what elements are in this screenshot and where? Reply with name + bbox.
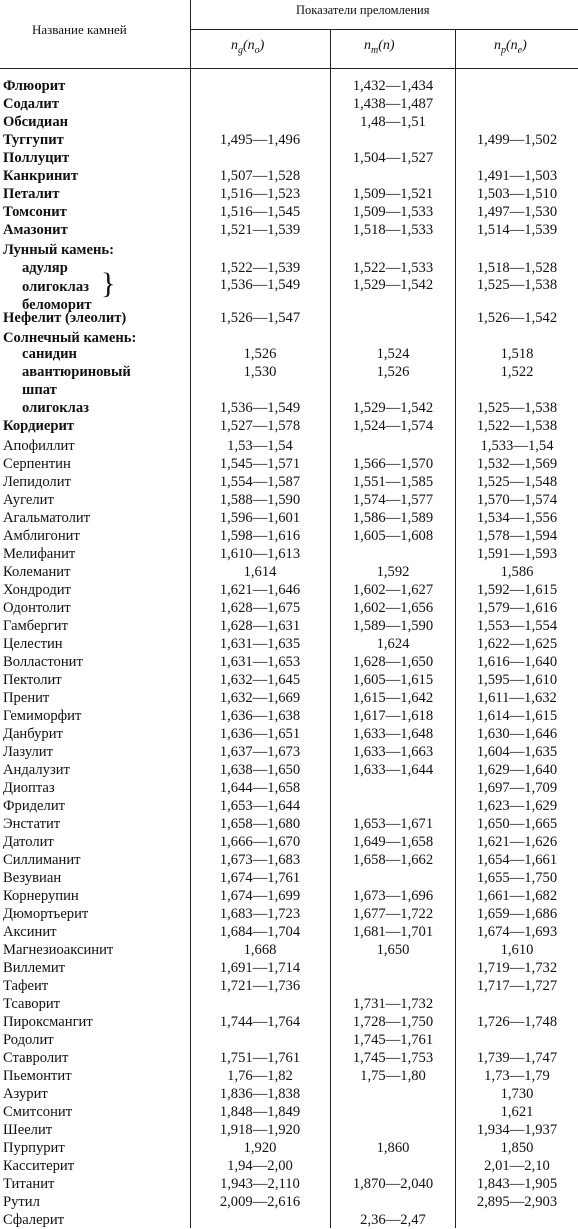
cell-np: 1,621—1,626 xyxy=(476,834,558,850)
cell-ng: 1,636—1,651 xyxy=(219,726,301,742)
cell-nm: 1,650 xyxy=(376,942,410,958)
table-row xyxy=(0,113,578,131)
cell-nm: 1,574—1,577 xyxy=(352,492,434,508)
stone-name: Колеманит xyxy=(3,564,71,580)
cell-ng: 1,94—2,00 xyxy=(227,1158,293,1174)
table-row xyxy=(0,599,578,617)
cell-ng: 1,683—1,723 xyxy=(219,906,301,922)
table-row xyxy=(0,203,578,221)
table-row xyxy=(0,1175,578,1193)
cell-ng: 1,621—1,646 xyxy=(219,582,301,598)
cell-ng: 1,673—1,683 xyxy=(219,852,301,868)
cell-np: 1,726—1,748 xyxy=(476,1014,558,1030)
cell-np: 1,654—1,661 xyxy=(476,852,558,868)
header-group-rule xyxy=(190,29,578,30)
table-row xyxy=(0,1157,578,1175)
cell-ng: 1,636—1,638 xyxy=(219,708,301,724)
cell-ng: 1,76—1,82 xyxy=(227,1068,293,1084)
cell-nm: 1,745—1,753 xyxy=(352,1050,434,1066)
cell-nm: 1,624 xyxy=(376,636,410,652)
stone-name: Агальматолит xyxy=(3,510,91,526)
stone-name: Амблигонит xyxy=(3,528,80,544)
table-row xyxy=(0,1085,578,1103)
cell-ng: 1,598—1,616 xyxy=(219,528,301,544)
cell-ng: 1,632—1,669 xyxy=(219,690,301,706)
cell-ng: 1,628—1,631 xyxy=(219,618,301,634)
cell-nm: 1,438—1,487 xyxy=(352,96,434,112)
cell-nm: 1,745—1,761 xyxy=(352,1032,434,1048)
table-row xyxy=(0,797,578,815)
stone-name: Пурпурит xyxy=(3,1140,65,1156)
cell-ng: 1,638—1,650 xyxy=(219,762,301,778)
stone-name: Лунный камень: xyxy=(3,242,114,258)
stone-name: Рутил xyxy=(3,1194,40,1210)
cell-np: 1,674—1,693 xyxy=(476,924,558,940)
stone-name: Виллемит xyxy=(3,960,66,976)
table-row xyxy=(0,167,578,185)
cell-ng: 1,632—1,645 xyxy=(219,672,301,688)
table-row xyxy=(0,276,578,294)
stone-name: авантюриновый xyxy=(22,364,131,380)
cell-np: 1,499—1,502 xyxy=(476,132,558,148)
cell-nm: 1,658—1,662 xyxy=(352,852,434,868)
cell-ng: 1,751—1,761 xyxy=(219,1050,301,1066)
stone-name: Томсонит xyxy=(3,204,67,220)
cell-np: 1,534—1,556 xyxy=(476,510,558,526)
stone-name: Мелифанит xyxy=(3,546,76,562)
stone-name: Фриделит xyxy=(3,798,66,814)
table-row xyxy=(0,707,578,725)
cell-np: 1,739—1,747 xyxy=(476,1050,558,1066)
cell-np: 1,655—1,750 xyxy=(476,870,558,886)
cell-nm: 1,504—1,527 xyxy=(352,150,434,166)
cell-nm: 1,526 xyxy=(376,364,410,380)
cell-ng: 1,495—1,496 xyxy=(219,132,301,148)
table-row xyxy=(0,761,578,779)
cell-nm: 1,75—1,80 xyxy=(360,1068,426,1084)
cell-nm: 1,524—1,574 xyxy=(352,418,434,434)
cell-ng: 1,522—1,539 xyxy=(219,260,301,276)
table-row xyxy=(0,185,578,203)
cell-ng: 1,588—1,590 xyxy=(219,492,301,508)
cell-ng: 1,674—1,699 xyxy=(219,888,301,904)
cell-ng: 1,918—1,920 xyxy=(219,1122,301,1138)
cell-np: 1,503—1,510 xyxy=(476,186,558,202)
table-row xyxy=(0,131,578,149)
cell-ng: 1,526—1,547 xyxy=(219,310,301,326)
table-row xyxy=(0,455,578,473)
stone-name: Тафеит xyxy=(3,978,49,994)
stone-name: Туггупит xyxy=(3,132,64,148)
cell-ng: 1,653—1,644 xyxy=(219,798,301,814)
cell-ng: 1,631—1,635 xyxy=(219,636,301,652)
table-row xyxy=(0,473,578,491)
cell-ng: 2,009—2,616 xyxy=(219,1194,301,1210)
cell-np: 1,629—1,640 xyxy=(476,762,558,778)
stone-name: олигоклаз xyxy=(22,400,90,416)
table-row xyxy=(0,653,578,671)
stone-name: Датолит xyxy=(3,834,54,850)
stone-name: Лазулит xyxy=(3,744,53,760)
cell-nm: 1,529—1,542 xyxy=(352,400,434,416)
cell-nm: 1,592 xyxy=(376,564,410,580)
cell-np: 1,497—1,530 xyxy=(476,204,558,220)
cell-np: 1,73—1,79 xyxy=(484,1068,550,1084)
cell-np: 1,717—1,727 xyxy=(476,978,558,994)
cell-nm: 1,633—1,663 xyxy=(352,744,434,760)
cell-np: 1,525—1,538 xyxy=(476,400,558,416)
cell-nm: 1,589—1,590 xyxy=(352,618,434,634)
stone-name: адуляр xyxy=(22,260,68,276)
cell-ng: 1,631—1,653 xyxy=(219,654,301,670)
cell-np: 1,630—1,646 xyxy=(476,726,558,742)
header-bottom-rule xyxy=(0,68,578,69)
cell-np: 1,532—1,569 xyxy=(476,456,558,472)
cell-np: 1,719—1,732 xyxy=(476,960,558,976)
stone-name: Диоптаз xyxy=(3,780,55,796)
cell-nm: 1,432—1,434 xyxy=(352,78,434,94)
cell-ng: 1,596—1,601 xyxy=(219,510,301,526)
stone-name: Везувиан xyxy=(3,870,62,886)
cell-ng: 1,536—1,549 xyxy=(219,277,301,293)
table-row xyxy=(0,941,578,959)
cell-nm: 1,509—1,521 xyxy=(352,186,434,202)
table-row xyxy=(0,77,578,95)
cell-ng: 1,666—1,670 xyxy=(219,834,301,850)
stone-name: Пектолит xyxy=(3,672,62,688)
table-row xyxy=(0,833,578,851)
cell-ng: 1,53—1,54 xyxy=(227,438,293,454)
cell-ng: 1,691—1,714 xyxy=(219,960,301,976)
cell-nm: 1,605—1,615 xyxy=(352,672,434,688)
table-row xyxy=(0,779,578,797)
table-row xyxy=(0,1013,578,1031)
table-row xyxy=(0,363,578,381)
stone-name: Ставролит xyxy=(3,1050,69,1066)
stone-name: олигоклаз xyxy=(22,279,90,295)
cell-nm: 1,731—1,732 xyxy=(352,996,434,1012)
table-row xyxy=(0,815,578,833)
stone-name: санидин xyxy=(22,346,77,362)
cell-np: 1,621 xyxy=(500,1104,534,1120)
stone-name: Пренит xyxy=(3,690,50,706)
cell-nm: 1,509—1,533 xyxy=(352,204,434,220)
table-row xyxy=(0,923,578,941)
cell-nm: 1,586—1,589 xyxy=(352,510,434,526)
cell-nm: 1,566—1,570 xyxy=(352,456,434,472)
table-row xyxy=(0,1031,578,1049)
stone-name: Пироксмангит xyxy=(3,1014,93,1030)
column-header-ng: $n_g(n_o)$ xyxy=(231,38,265,56)
cell-nm: 1,673—1,696 xyxy=(352,888,434,904)
table-row xyxy=(0,259,578,277)
cell-np: 1,697—1,709 xyxy=(476,780,558,796)
table-row xyxy=(0,869,578,887)
cell-ng: 1,516—1,545 xyxy=(219,204,301,220)
table-row xyxy=(0,509,578,527)
stone-name: Канкринит xyxy=(3,168,79,184)
table-row xyxy=(0,417,578,435)
stone-name: Шеелит xyxy=(3,1122,53,1138)
table-row xyxy=(0,1067,578,1085)
cell-np: 2,895—2,903 xyxy=(476,1194,558,1210)
cell-np: 1,592—1,615 xyxy=(476,582,558,598)
table-row xyxy=(0,905,578,923)
cell-nm: 1,860 xyxy=(376,1140,410,1156)
stone-name: Кордиерит xyxy=(3,418,75,434)
stone-name: Гамбергит xyxy=(3,618,68,634)
table-row xyxy=(0,149,578,167)
column-header-nm: $n_m(n)$ xyxy=(364,38,395,56)
stone-name: Аугелит xyxy=(3,492,54,508)
table-row xyxy=(0,1193,578,1211)
table-row xyxy=(0,1103,578,1121)
stone-name: Хондродит xyxy=(3,582,71,598)
stone-name: Смитсонит xyxy=(3,1104,73,1120)
cell-nm: 1,728—1,750 xyxy=(352,1014,434,1030)
table-row xyxy=(0,491,578,509)
stone-name: Целестин xyxy=(3,636,63,652)
stone-name: Поллуцит xyxy=(3,150,70,166)
cell-ng: 1,637—1,673 xyxy=(219,744,301,760)
cell-np: 1,579—1,616 xyxy=(476,600,558,616)
cell-nm: 1,870—2,040 xyxy=(352,1176,434,1192)
cell-ng: 1,530 xyxy=(243,364,277,380)
table-row xyxy=(0,977,578,995)
cell-nm: 1,522—1,533 xyxy=(352,260,434,276)
cell-nm: 1,653—1,671 xyxy=(352,816,434,832)
table-row xyxy=(0,381,578,399)
stone-name: Касситерит xyxy=(3,1158,75,1174)
cell-np: 1,526—1,542 xyxy=(476,310,558,326)
stone-name: Нефелит (элеолит) xyxy=(3,310,127,326)
cell-ng: 1,658—1,680 xyxy=(219,816,301,832)
cell-ng: 1,526 xyxy=(243,346,277,362)
stone-name: Обсидиан xyxy=(3,114,69,130)
stone-name: Амазонит xyxy=(3,222,68,238)
cell-np: 2,01—2,10 xyxy=(484,1158,550,1174)
stone-name: Аксинит xyxy=(3,924,57,940)
cell-ng: 1,507—1,528 xyxy=(219,168,301,184)
cell-nm: 1,605—1,608 xyxy=(352,528,434,544)
stone-name: Одонтолит xyxy=(3,600,71,616)
table-row xyxy=(0,1121,578,1139)
table-row xyxy=(0,581,578,599)
stone-name: Родолит xyxy=(3,1032,54,1048)
cell-np: 1,525—1,548 xyxy=(476,474,558,490)
table-row xyxy=(0,241,578,259)
cell-np: 1,570—1,574 xyxy=(476,492,558,508)
cell-np: 1,850 xyxy=(500,1140,534,1156)
stone-name: Энстатит xyxy=(3,816,61,832)
cell-np: 1,843—1,905 xyxy=(476,1176,558,1192)
cell-ng: 1,721—1,736 xyxy=(219,978,301,994)
table-row xyxy=(0,527,578,545)
cell-ng: 1,644—1,658 xyxy=(219,780,301,796)
table-row xyxy=(0,743,578,761)
stone-name: Волластонит xyxy=(3,654,83,670)
cell-np: 1,622—1,625 xyxy=(476,636,558,652)
cell-ng: 1,527—1,578 xyxy=(219,418,301,434)
table-row xyxy=(0,689,578,707)
table-row xyxy=(0,95,578,113)
stone-name: Данбурит xyxy=(3,726,63,742)
cell-ng: 1,943—2,110 xyxy=(220,1176,300,1192)
cell-ng: 1,684—1,704 xyxy=(219,924,301,940)
cell-np: 1,614—1,615 xyxy=(476,708,558,724)
stone-name: Андалузит xyxy=(3,762,70,778)
table-row xyxy=(0,887,578,905)
stone-name: Серпентин xyxy=(3,456,71,472)
cell-np: 1,650—1,665 xyxy=(476,816,558,832)
table-row xyxy=(0,399,578,417)
table-row xyxy=(0,563,578,581)
cell-nm: 1,677—1,722 xyxy=(352,906,434,922)
stone-name: Магнезиоаксинит xyxy=(3,942,114,958)
cell-np: 1,591—1,593 xyxy=(476,546,558,562)
table-row xyxy=(0,851,578,869)
cell-ng: 1,516—1,523 xyxy=(219,186,301,202)
stone-name: Пьемонтит xyxy=(3,1068,72,1084)
cell-np: 1,553—1,554 xyxy=(476,618,558,634)
stone-name: Содалит xyxy=(3,96,59,112)
cell-np: 1,730 xyxy=(500,1086,534,1102)
cell-ng: 1,614 xyxy=(243,564,277,580)
cell-ng: 1,628—1,675 xyxy=(219,600,301,616)
cell-np: 1,533—1,54 xyxy=(480,438,554,454)
cell-nm: 1,48—1,51 xyxy=(360,114,426,130)
cell-np: 1,611—1,632 xyxy=(477,690,557,706)
cell-ng: 1,668 xyxy=(243,942,277,958)
cell-np: 1,586 xyxy=(500,564,534,580)
stone-name: Сфалерит xyxy=(3,1212,65,1228)
cell-np: 1,522 xyxy=(500,364,534,380)
table-row xyxy=(0,345,578,363)
table-row xyxy=(0,221,578,239)
cell-np: 1,578—1,594 xyxy=(476,528,558,544)
cell-np: 1,616—1,640 xyxy=(476,654,558,670)
table-row xyxy=(0,1211,578,1229)
stone-name: Азурит xyxy=(3,1086,48,1102)
stone-name: Гемиморфит xyxy=(3,708,82,724)
cell-nm: 1,633—1,644 xyxy=(352,762,434,778)
stone-name: Силлиманит xyxy=(3,852,81,868)
cell-np: 1,595—1,610 xyxy=(476,672,558,688)
cell-np: 1,525—1,538 xyxy=(476,277,558,293)
cell-np: 1,522—1,538 xyxy=(476,418,558,434)
stone-name: Петалит xyxy=(3,186,60,202)
stone-name: Тсаворит xyxy=(3,996,61,1012)
table-row xyxy=(0,437,578,455)
cell-np: 1,514—1,539 xyxy=(476,222,558,238)
cell-np: 1,518—1,528 xyxy=(476,260,558,276)
stone-name: беломорит xyxy=(22,297,92,313)
cell-ng: 1,744—1,764 xyxy=(219,1014,301,1030)
table-row xyxy=(0,635,578,653)
cell-ng: 1,545—1,571 xyxy=(219,456,301,472)
cell-ng: 1,920 xyxy=(243,1140,277,1156)
cell-ng: 1,836—1,838 xyxy=(219,1086,301,1102)
stone-name: Титанит xyxy=(3,1176,55,1192)
cell-ng: 1,674—1,761 xyxy=(219,870,301,886)
cell-ng: 1,610—1,613 xyxy=(219,546,301,562)
table-row xyxy=(0,1139,578,1157)
cell-nm: 2,36—2,47 xyxy=(360,1212,426,1228)
column-header-np: $n_p(n_e)$ xyxy=(494,38,527,56)
cell-ng: 1,521—1,539 xyxy=(219,222,301,238)
cell-nm: 1,615—1,642 xyxy=(352,690,434,706)
cell-np: 1,661—1,682 xyxy=(476,888,558,904)
cell-nm: 1,681—1,701 xyxy=(352,924,434,940)
stone-name: Апофиллит xyxy=(3,438,75,454)
column-group-header: Показатели преломления xyxy=(296,3,430,17)
cell-nm: 1,602—1,656 xyxy=(352,600,434,616)
table-row xyxy=(0,725,578,743)
cell-nm: 1,633—1,648 xyxy=(352,726,434,742)
cell-ng: 1,554—1,587 xyxy=(219,474,301,490)
cell-ng: 1,536—1,549 xyxy=(219,400,301,416)
cell-ng: 1,848—1,849 xyxy=(219,1104,301,1120)
cell-nm: 1,617—1,618 xyxy=(352,708,434,724)
stone-name: шпат xyxy=(22,382,57,398)
brace-glyph: } xyxy=(101,267,116,300)
cell-nm: 1,649—1,658 xyxy=(352,834,434,850)
stone-name: Дюмортьерит xyxy=(3,906,89,922)
cell-np: 1,518 xyxy=(500,346,534,362)
cell-nm: 1,529—1,542 xyxy=(352,277,434,293)
table-row xyxy=(0,617,578,635)
cell-np: 1,659—1,686 xyxy=(476,906,558,922)
cell-np: 1,610 xyxy=(500,942,534,958)
cell-nm: 1,518—1,533 xyxy=(352,222,434,238)
cell-np: 1,604—1,635 xyxy=(476,744,558,760)
stone-name: Флюорит xyxy=(3,78,66,94)
cell-np: 1,934—1,937 xyxy=(476,1122,558,1138)
table-row xyxy=(0,1049,578,1067)
cell-nm: 1,524 xyxy=(376,346,410,362)
stone-name: Лепидолит xyxy=(3,474,71,490)
cell-nm: 1,628—1,650 xyxy=(352,654,434,670)
stone-name: Корнерупин xyxy=(3,888,79,904)
table-row xyxy=(0,959,578,977)
cell-nm: 1,602—1,627 xyxy=(352,582,434,598)
cell-np: 1,623—1,629 xyxy=(476,798,558,814)
table-row xyxy=(0,671,578,689)
cell-np: 1,491—1,503 xyxy=(476,168,558,184)
table-row xyxy=(0,309,578,327)
table-row xyxy=(0,995,578,1013)
cell-nm: 1,551—1,585 xyxy=(352,474,434,490)
column-header-name: Название камней xyxy=(32,22,127,37)
stone-name: Солнечный камень: xyxy=(3,330,137,346)
table-row xyxy=(0,545,578,563)
